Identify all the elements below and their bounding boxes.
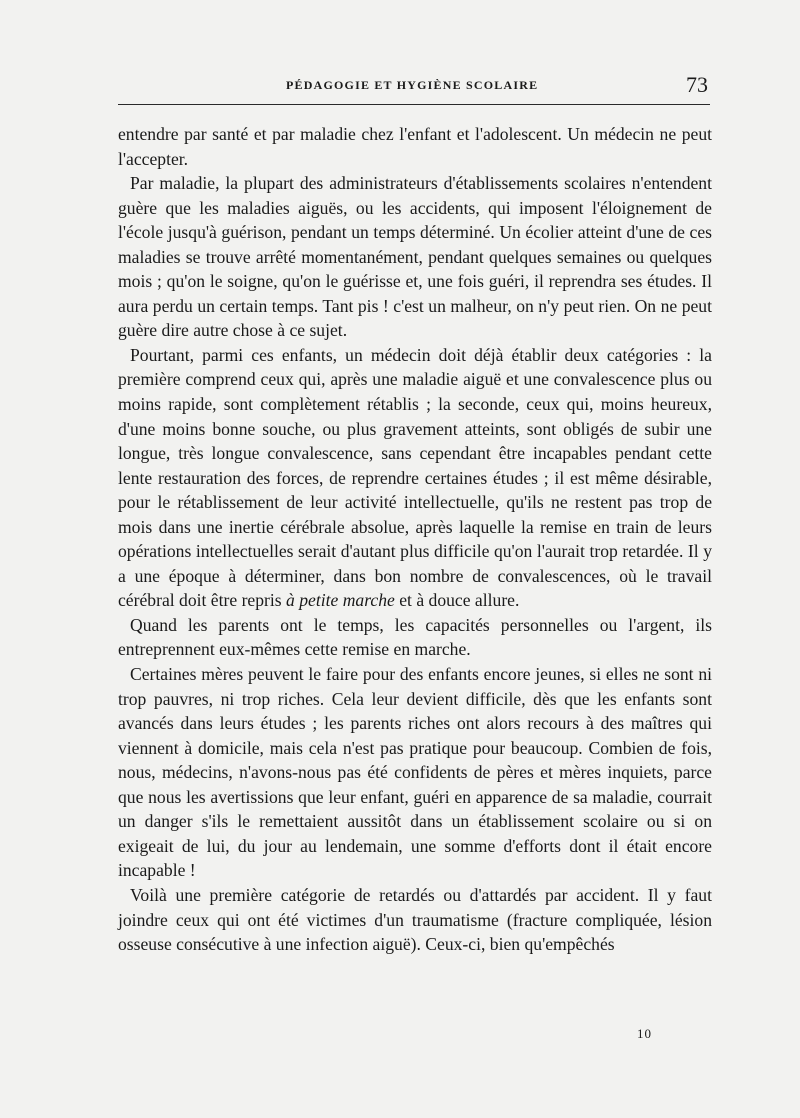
paragraph-2: Par maladie, la plupart des administrateurs d'établissements scolaires n'entendent guère que les maladies aiguës, ou les accidents, qui imposent l'éloignement de l'école jusqu'à guérison, pendant un temps déterminé. Un écolier atteint d'une de ces maladies se trouve arrêté momentanément, pendant quelques semaines ou quelques mois ; qu'on le soigne, qu'on le guérisse et, une fois guéri, il reprendra ses études. Il aura perdu un certain temps. Tant pis ! c'est un malheur, on n'y peut rien. On ne peut guère dire autre chose à ce sujet. xyxy=(118,173,712,341)
paragraph-3-text-end: et à douce allure. xyxy=(394,590,520,611)
signature-mark: 10 xyxy=(637,1026,652,1041)
paragraph-3 xyxy=(118,343,712,613)
paragraph-6: Voilà une première catégorie de retardés ou d'attardés par accident. Il y faut joindre ceux qui ont été victimes d'un traumatisme (fracture compliquée, lésion osseuse consécutive à une infection aiguë). Ceux-ci, bien qu'empêchés xyxy=(118,884,712,955)
running-head xyxy=(118,74,710,98)
header-rule xyxy=(118,104,710,105)
page-number: 73 xyxy=(686,72,708,97)
paragraph-1: entendre par santé et par maladie chez l'enfant et l'adolescent. Un médecin ne peut l'accepter. xyxy=(118,124,712,169)
paragraph-4: Quand les parents ont le temps, les capacités personnelles ou l'argent, ils entreprennent eux-mêmes cette remise en marche. xyxy=(118,614,712,660)
running-title: PÉDAGOGIE ET HYGIÈNE SCOLAIRE xyxy=(286,78,539,92)
paragraph-3-italic: à petite marche xyxy=(286,590,395,611)
paragraph-5: Certaines mères peuvent le faire pour des enfants encore jeunes, si elles ne sont ni trop pauvres, ni trop riches. Cela leur devient difficile, dès que les enfants sont avancés dans leurs études ; les parents riches ont alors recours à des maîtres qui viennent à domicile, mais cela n'est pas pratique pour beaucoup. Combien de fois, nous, médecins, n'avons-nous pas été confidents de pères et mères inquiets, parce que nous les avertissions que leur enfant, guéri en apparence de sa maladie, courrait un danger s'ils le remettaient aussitôt dans un établissement scolaire ou si on exigeait de lui, du jour au lendemain, une somme d'efforts dont il était encore incapable ! xyxy=(118,664,712,881)
paragraph-3-text-start: Pourtant, parmi ces enfants, un médecin doit déjà établir deux catégories : la première comprend ceux qui, après une maladie aiguë et une convalescence plus ou moins rapide, sont complètement rétablis ; la seconde, ceux qui, moins heureux, d'une moins bonne souche, ou plus gravement atteints, sont obligés de subir une longue, très longue convalescence, sans cependant être incapables pendant cette lente restauration des forces, de reprendre certaines études ; il est même désirable, pour le rétablissement de leur activité intellectuelle, qu'ils ne restent pas trop de mois dans une inertie cérébrale absolue, après laquelle la remise en train de leurs opérations intellectuelles serait d'autant plus difficile qu'on l'aurait trop retardée. Il y a une époque à déterminer, dans bon nombre de convalescences, où le travail cérébral doit être repris xyxy=(118,344,712,611)
body-text xyxy=(118,122,712,957)
